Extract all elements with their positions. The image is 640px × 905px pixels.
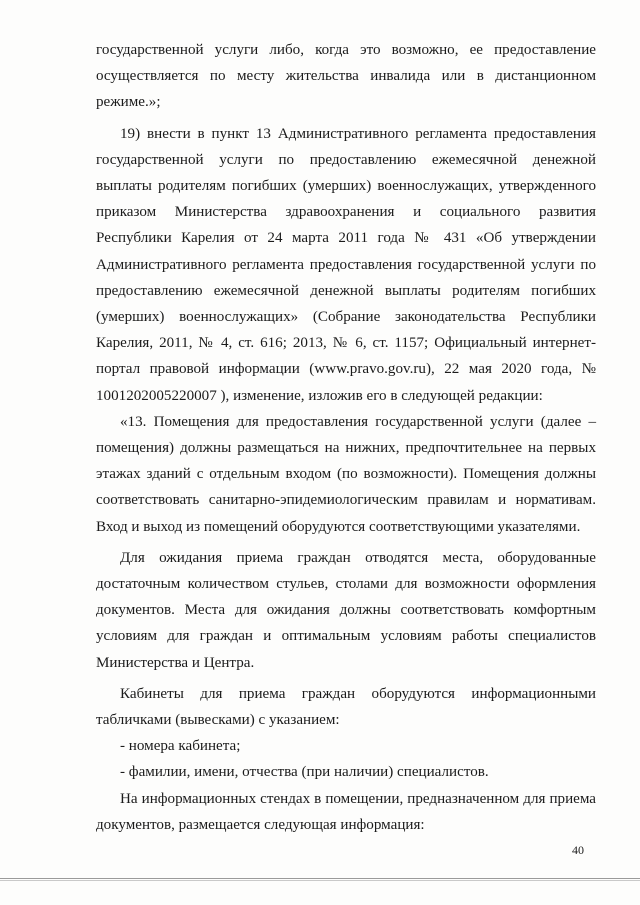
paragraph-waiting-area: Для ожидания приема граждан отводятся места, оборудованные достаточным количеством стульев, столами для возможности оформления документов. Места для ожидания должны соответствовать комфортным условиям для граждан и оптимальным условиям работы специалистов Министерства и Центра.	[96, 549, 596, 671]
list-item-office-number: - номера кабинета;	[120, 738, 241, 755]
paragraph-info-stands: На информационных стендах в помещении, предназначенном для приема документов, размещается следующая информация:	[96, 790, 596, 833]
paragraph-item-19: 19) внести в пункт 13 Административного регламента предоставления государственной услуги по предоставлению ежемесячной денежной выплаты родителям погибших (умерших) военнослужащих, утвержденного приказом Министерства здравоохранения и социального развития Республики Карелия от 24 марта 2011 года № 431 «Об утверждении Административного регламента предоставления государственной услуги по предоставлению ежемесячной денежной выплаты родителям погибших (умерших) военнослужащих» (Собрание законодательства Республики Карелия, 2011, № 4, ст. 616; 2013, № 6, ст. 1157; Официальный интернет-портал правовой информации (www.pravo.gov.ru), 22 мая 2020 года, № 1001202005220007 ), изменение, изложив его в следующей редакции:	[96, 125, 596, 404]
paragraph-office-signs: Кабинеты для приема граждан оборудуются информационными табличками (вывесками) с указанием:	[96, 685, 596, 729]
page-number: 40	[572, 843, 584, 857]
page-bottom-edge	[0, 878, 640, 879]
list-item-specialist-names: - фамилии, имени, отчества (при наличии) специалистов.	[120, 764, 489, 781]
document-body	[96, 37, 596, 838]
paragraph-clause-13: «13. Помещения для предоставления государственной услуги (далее – помещения) должны размещаться на нижних, предпочтительнее на первых этажах зданий с отдельным входом (по возможности). Помещения должны соответствовать санитарно-эпидемиологическим правилам и нормативам. Вход и выход из помещений оборудуются соответствующими указателями.	[96, 413, 596, 535]
page-bottom-edge-shadow	[0, 880, 640, 881]
paragraph-continuation: государственной услуги либо, когда это возможно, ее предоставление осуществляется по месту жительства инвалида или в дистанционном режиме.»;	[96, 42, 596, 111]
